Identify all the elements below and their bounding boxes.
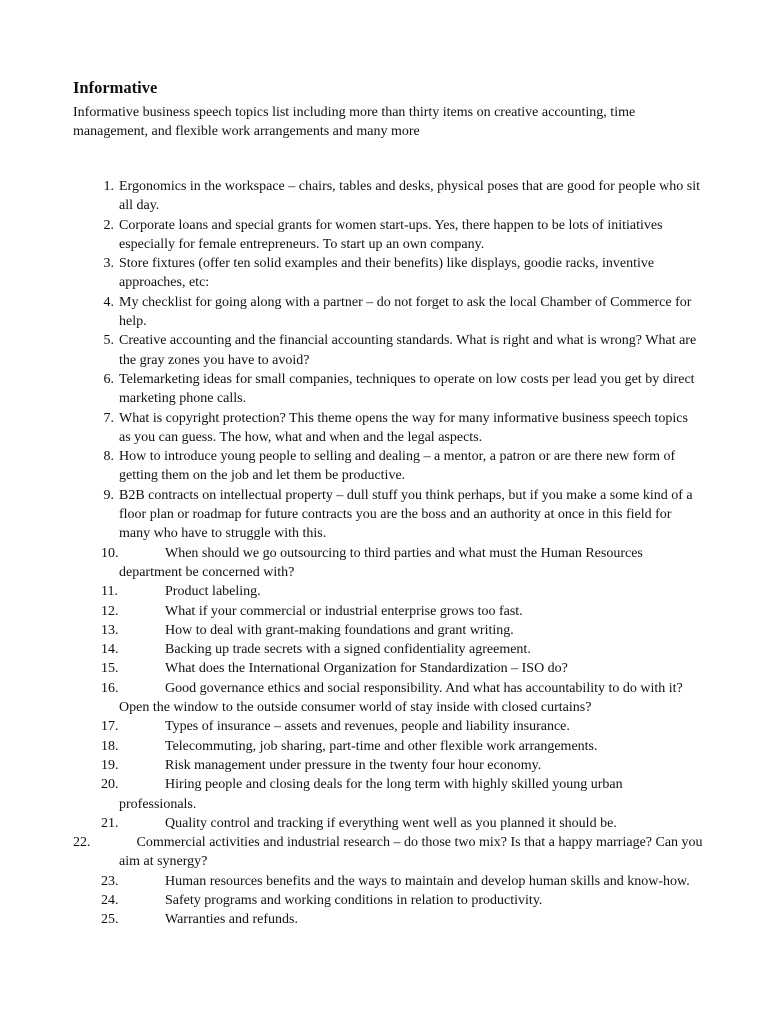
item-number: 14. [101,642,119,658]
item-number: 4. [103,294,114,310]
item-text: Store fixtures (offer ten solid examples and their benefits) like displays, goodie racks, inventive approaches, etc: [119,256,655,291]
item-text: B2B contracts on intellectual property – dull stuff you think perhaps, but if you make a some kind of a floor plan or roadmap for future contracts you are the boss and an authority at once in this field for many who have to struggle with this. [119,487,693,542]
list-item [73,177,703,216]
list-item [73,814,703,833]
item-number: 22. [73,835,91,851]
list-item [73,756,703,775]
item-text: Human resources benefits and the ways to maintain and develop human skills and know-how. [165,873,690,889]
item-text: Quality control and tracking if everything went well as you planned it should be. [165,815,617,831]
item-text: Hiring people and closing deals for the long term with highly skilled young urban professionals. [119,777,623,812]
item-text: When should we go outsourcing to third parties and what must the Human Resources department be concerned with? [119,545,643,580]
list-item [73,602,703,621]
item-number: 20. [101,777,119,793]
list-item [73,833,703,872]
topics-list [73,177,703,930]
list-item [73,254,703,293]
item-text: What does the International Organization for Standardization – ISO do? [165,661,568,677]
list-item [73,679,703,718]
item-number: 6. [103,371,114,387]
item-text: What if your commercial or industrial enterprise grows too fast. [165,603,523,619]
list-item [73,775,703,814]
list-item [73,891,703,910]
item-text: Creative accounting and the financial accounting standards. What is right and what is wrong? What are the gray zones you have to avoid? [119,333,697,368]
item-text: Product labeling. [165,584,261,600]
item-number: 21. [101,815,119,831]
item-number: 25. [101,912,119,928]
item-text: Telecommuting, job sharing, part-time and other flexible work arrangements. [165,738,598,754]
item-text: Warranties and refunds. [165,912,298,928]
item-number: 11. [101,584,118,600]
section-heading: Informative [73,78,158,97]
item-text: Backing up trade secrets with a signed confidentiality agreement. [165,642,531,658]
intro-paragraph: Informative business speech topics list including more than thirty items on creative accounting, time management, and flexible work arrangements and many more [73,105,636,140]
list-item [73,872,703,891]
item-number: 15. [101,661,119,677]
item-text: How to introduce young people to selling and dealing – a mentor, a patron or are there new form of getting them on the job and let them be productive. [119,449,676,484]
list-item [73,216,703,255]
item-number: 3. [103,256,114,272]
list-item [73,737,703,756]
item-text: Corporate loans and special grants for women start-ups. Yes, there happen to be lots of initiatives especially for female entrepreneurs. To start up an own company. [119,217,663,252]
item-number: 10. [101,545,119,561]
list-item [73,621,703,640]
list-item [73,544,703,583]
list-item [73,582,703,601]
item-number: 5. [103,333,114,349]
item-text: How to deal with grant-making foundations and grant writing. [165,622,514,638]
item-number: 23. [101,873,119,889]
list-item [73,331,703,370]
item-text: Types of insurance – assets and revenues, people and liability insurance. [165,719,570,735]
item-text: Ergonomics in the workspace – chairs, tables and desks, physical poses that are good for people who sit all day. [119,179,700,214]
item-text: Commercial activities and industrial research – do those two mix? Is that a happy marriage? Can you aim at synergy? [119,835,703,870]
item-number: 2. [103,217,114,233]
list-item [73,409,703,448]
item-number: 16. [101,680,119,696]
item-number: 24. [101,892,119,908]
item-text: What is copyright protection? This theme opens the way for many informative business speech topics as you can guess. The how, what and when and the legal aspects. [119,410,688,445]
item-text: Safety programs and working conditions in relation to productivity. [165,892,543,908]
item-text: My checklist for going along with a partner – do not forget to ask the local Chamber of Commerce for help. [119,294,692,330]
list-item [73,717,703,736]
list-item [73,486,703,544]
item-number: 17. [101,719,119,735]
item-number: 18. [101,738,119,754]
list-item [73,659,703,678]
list-item [73,293,703,332]
item-number: 1. [103,179,114,194]
item-number: 8. [103,449,114,465]
item-number: 19. [101,757,119,773]
list-item [73,370,703,409]
item-number: 9. [103,487,114,503]
item-number: 12. [101,603,119,619]
item-text: Risk management under pressure in the twenty four hour economy. [165,757,542,773]
list-item [73,640,703,659]
item-text: Telemarketing ideas for small companies, techniques to operate on low costs per lead you get by direct marketing phone calls. [119,371,695,407]
list-item [73,447,703,486]
item-text: Good governance ethics and social responsibility. And what has accountability to do with it? Open the window to the outside consumer world of stay inside with closed curtains? [119,680,683,716]
list-item [73,910,703,929]
item-number: 13. [101,622,119,638]
item-number: 7. [103,410,114,426]
